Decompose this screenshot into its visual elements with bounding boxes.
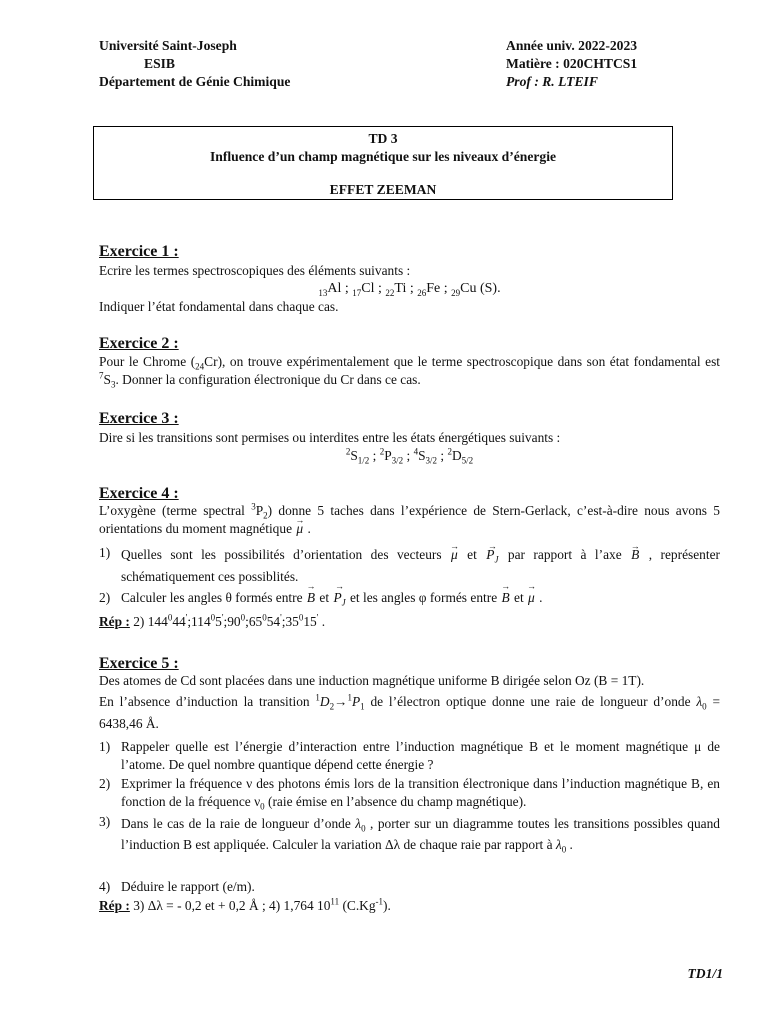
exercise-5-question-3: 3) Dans le cas de la raie de longueur d’onde $\lambda_0$ , porter sur un diagramme toutes les transitions possibles quand l’induction B est appliquée. Calculer la variation Δλ de chaque raie par rapport à $\lambda_0$ . <box>99 814 720 855</box>
school-name: ESIB <box>144 56 175 71</box>
exercise-1-question: Indiquer l’état fondamental dans chaque cas. <box>99 299 339 314</box>
td-subtitle: Influence d’un champ magnétique sur les niveaux d’énergie <box>209 149 557 164</box>
exercise-3-states: $^2S_{1/2}$ ; $^2P_{3/2}$ ; $^4S_{3/2}$ ; $^2D_{5/2}$ <box>345 446 474 466</box>
exercise-4-intro: L’oxygène (terme spectral $^3P_2$) donne 5 taches dans l’expérience de Stern-Gerlack, c’est-à-dire nous avons 5 orientations du moment magnétique → μ . <box>99 502 720 538</box>
exercise-4-title: Exercice 4 : <box>99 485 179 502</box>
exercise-5-intro-1: Des atomes de Cd sont placées dans une induction magnétique uniforme B dirigée selon Oz (B = 1T). <box>99 673 645 688</box>
exercise-5-question-1: 1) Rappeler quelle est l’énergie d’interaction entre l’induction magnétique B et le moment magnétique μ de l’atome. De quel nombre quantique dépend cette énergie ? <box>99 739 720 772</box>
exercise-5-question-2: 2) Exprimer la fréquence ν des photons émis lors de la transition électronique dans l’induction magnétique B, en fonction de la fréquence $\nu_0$ (raie émise en l’absence du champ magnétique). <box>99 776 720 812</box>
university-name: Université Saint-Joseph <box>99 38 237 53</box>
exercise-4-question-2: 2) Calculer les angles θ formés entre → B et → $P_J$ et les angles φ formés entre → B et → μ . <box>99 589 720 607</box>
exercise-3-instruction: Dire si les transitions sont permises ou interdites entre les états énergétiques suivants : <box>99 430 561 445</box>
exercise-3-title: Exercice 3 : <box>99 410 179 427</box>
exercise-4-question-1: 1) Quelles sont les possibilités d’orientation des vecteurs → μ et → $P_J$ par rapport à l’axe → B , représenter schématiquement ces possiblités. <box>99 544 720 588</box>
professor: Prof : R. LTEIF <box>506 74 598 89</box>
exercise-5-answer: Rép : 3) Δλ = - 0,2 et + 0,2 Å ; 4) 1,764 $10^{11}$ $(C.Kg^{-1})$. <box>99 896 391 913</box>
effect-title: EFFET ZEEMAN <box>329 182 437 197</box>
exercise-1-elements: $_{13}$Al ; $_{17}$Cl ; $_{22}$Ti ; $_{26}$Fe ; $_{29}$Cu (S). <box>318 281 501 298</box>
exercise-4-answer: Rép : 2) $144^044';114^05';90^0;65^054';35^015'$ . <box>99 612 326 629</box>
exercise-1-title: Exercice 1 : <box>99 243 179 260</box>
subject-code: Matière : 020CHTCS1 <box>506 56 638 71</box>
exercise-1-instruction: Ecrire les termes spectroscopiques des éléments suivants : <box>99 263 411 278</box>
exercise-5-question-4: 4) Déduire le rapport (e/m). <box>99 879 255 894</box>
page-number: TD1/1 <box>687 966 723 981</box>
department-name: Département de Génie Chimique <box>99 74 291 89</box>
exercise-5-title: Exercice 5 : <box>99 655 179 672</box>
academic-year: Année univ. 2022-2023 <box>506 38 638 53</box>
exercise-2-title: Exercice 2 : <box>99 335 179 352</box>
title-box <box>93 126 673 200</box>
td-number: TD 3 <box>368 131 398 146</box>
exercise-2-text: Pour le Chrome $(_{24}Cr)$, on trouve expérimentalement que le terme spectroscopique dans son état fondamental est $^7S_3$. Donner la configuration électronique du Cr dans ce cas. <box>99 354 721 390</box>
exercise-5-intro-2: En l’absence d’induction la transition $^1D_2\to^1P_1$ de l’électron optique donne une raie de longueur d’onde $\lambda_0 = 6438,46$ Å. <box>99 692 720 731</box>
